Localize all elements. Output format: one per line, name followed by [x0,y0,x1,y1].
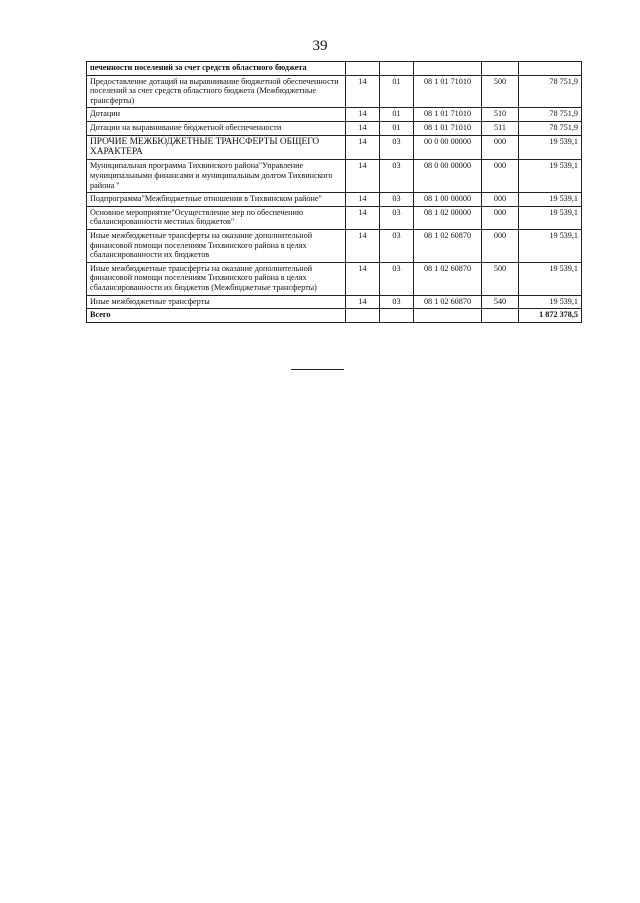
razdel-cell [346,309,380,323]
row-name-cell: Всего [87,309,346,323]
summa-cell: 19 539,1 [519,135,582,160]
closing-rule [291,369,344,370]
row-name-cell: печенности поселений за счет средств областного бюджета [87,62,346,76]
razdel-cell: 14 [346,193,380,207]
tsst-cell: 08 1 02 60870 [414,262,482,295]
summa-cell: 19 539,1 [519,160,582,193]
razdel-cell: 14 [346,206,380,229]
tsst-cell: 08 1 01 71010 [414,75,482,108]
tsst-cell: 08 1 02 60870 [414,295,482,309]
summa-cell: 19 539,1 [519,262,582,295]
row-name-cell: Дотации [87,108,346,122]
podrazdel-cell: 03 [380,295,414,309]
podrazdel-cell: 03 [380,160,414,193]
podrazdel-cell: 03 [380,135,414,160]
podrazdel-cell: 03 [380,206,414,229]
razdel-cell: 14 [346,295,380,309]
table-row [87,160,582,193]
razdel-cell: 14 [346,262,380,295]
row-name-cell: Муниципальная программа Тихвинского района"Управление муниципальными финансами и муниципальным долгом Тихвинского района " [87,160,346,193]
table-row [87,193,582,207]
podrazdel-cell: 01 [380,75,414,108]
table-row [87,121,582,135]
vr-cell: 000 [482,160,519,193]
table-row [87,108,582,122]
vr-cell: 000 [482,229,519,262]
row-name-cell: Дотации на выравнивание бюджетной обеспеченности [87,121,346,135]
summa-cell: 19 539,1 [519,206,582,229]
page-number: 39 [312,38,328,54]
podrazdel-cell: 03 [380,262,414,295]
summa-cell: 19 539,1 [519,295,582,309]
row-name-cell: ПРОЧИЕ МЕЖБЮДЖЕТНЫЕ ТРАНСФЕРТЫ ОБЩЕГО ХАРАКТЕРА [87,135,346,160]
tsst-cell: 08 1 02 00000 [414,206,482,229]
tsst-cell: 08 1 00 00000 [414,193,482,207]
tsst-cell [414,62,482,76]
row-name-cell: Подпрограмма"Межбюджетные отношения в Тихвинском районе" [87,193,346,207]
vr-cell: 000 [482,135,519,160]
row-name-cell: Основное мероприятие"Осуществление мер по обеспечению сбалансированности местных бюджетов" [87,206,346,229]
vr-cell: 511 [482,121,519,135]
tsst-cell: 08 0 00 00000 [414,160,482,193]
summa-cell: 19 539,1 [519,229,582,262]
table-row [87,229,582,262]
vr-cell [482,309,519,323]
table-row [87,295,582,309]
podrazdel-cell [380,62,414,76]
vr-cell: 000 [482,193,519,207]
tsst-cell: 08 1 01 71010 [414,121,482,135]
summa-cell: 78 751,9 [519,121,582,135]
row-name-cell: Иные межбюджетные трансферты [87,295,346,309]
summa-cell: 19 539,1 [519,193,582,207]
summa-cell [519,62,582,76]
vr-cell: 510 [482,108,519,122]
razdel-cell: 14 [346,121,380,135]
podrazdel-cell: 01 [380,108,414,122]
table-row [87,135,582,160]
row-name-cell: Предоставление дотаций на выравнивание бюджетной обеспеченности поселений за счет средств областного бюджета (Межбюджетные трансферты) [87,75,346,108]
razdel-cell: 14 [346,160,380,193]
podrazdel-cell: 03 [380,229,414,262]
razdel-cell: 14 [346,135,380,160]
total-row [87,309,582,323]
vr-cell: 500 [482,262,519,295]
vr-cell: 000 [482,206,519,229]
table-row [87,62,582,76]
summa-cell: 78 751,9 [519,108,582,122]
razdel-cell: 14 [346,108,380,122]
vr-cell: 500 [482,75,519,108]
summa-cell: 1 872 378,5 [519,309,582,323]
summa-cell: 78 751,9 [519,75,582,108]
podrazdel-cell: 03 [380,193,414,207]
podrazdel-cell [380,309,414,323]
table-row [87,262,582,295]
tsst-cell: 08 1 02 60870 [414,229,482,262]
row-name-cell: Иные межбюджетные трансферты на оказание дополнительной финансовой помощи поселениям Тихвинского района в целях сбалансированности их бюджетов [87,229,346,262]
razdel-cell [346,62,380,76]
budget-table-body [87,62,582,323]
tsst-cell [414,309,482,323]
budget-table [86,61,582,323]
podrazdel-cell: 01 [380,121,414,135]
vr-cell: 540 [482,295,519,309]
vr-cell [482,62,519,76]
tsst-cell: 00 0 00 00000 [414,135,482,160]
tsst-cell: 08 1 01 71010 [414,108,482,122]
table-row [87,75,582,108]
table-row [87,206,582,229]
razdel-cell: 14 [346,229,380,262]
razdel-cell: 14 [346,75,380,108]
row-name-cell: Иные межбюджетные трансферты на оказание дополнительной финансовой помощи поселениям Тихвинского района в целях сбалансированности их бюджетов (Межбюджетные трансферты) [87,262,346,295]
